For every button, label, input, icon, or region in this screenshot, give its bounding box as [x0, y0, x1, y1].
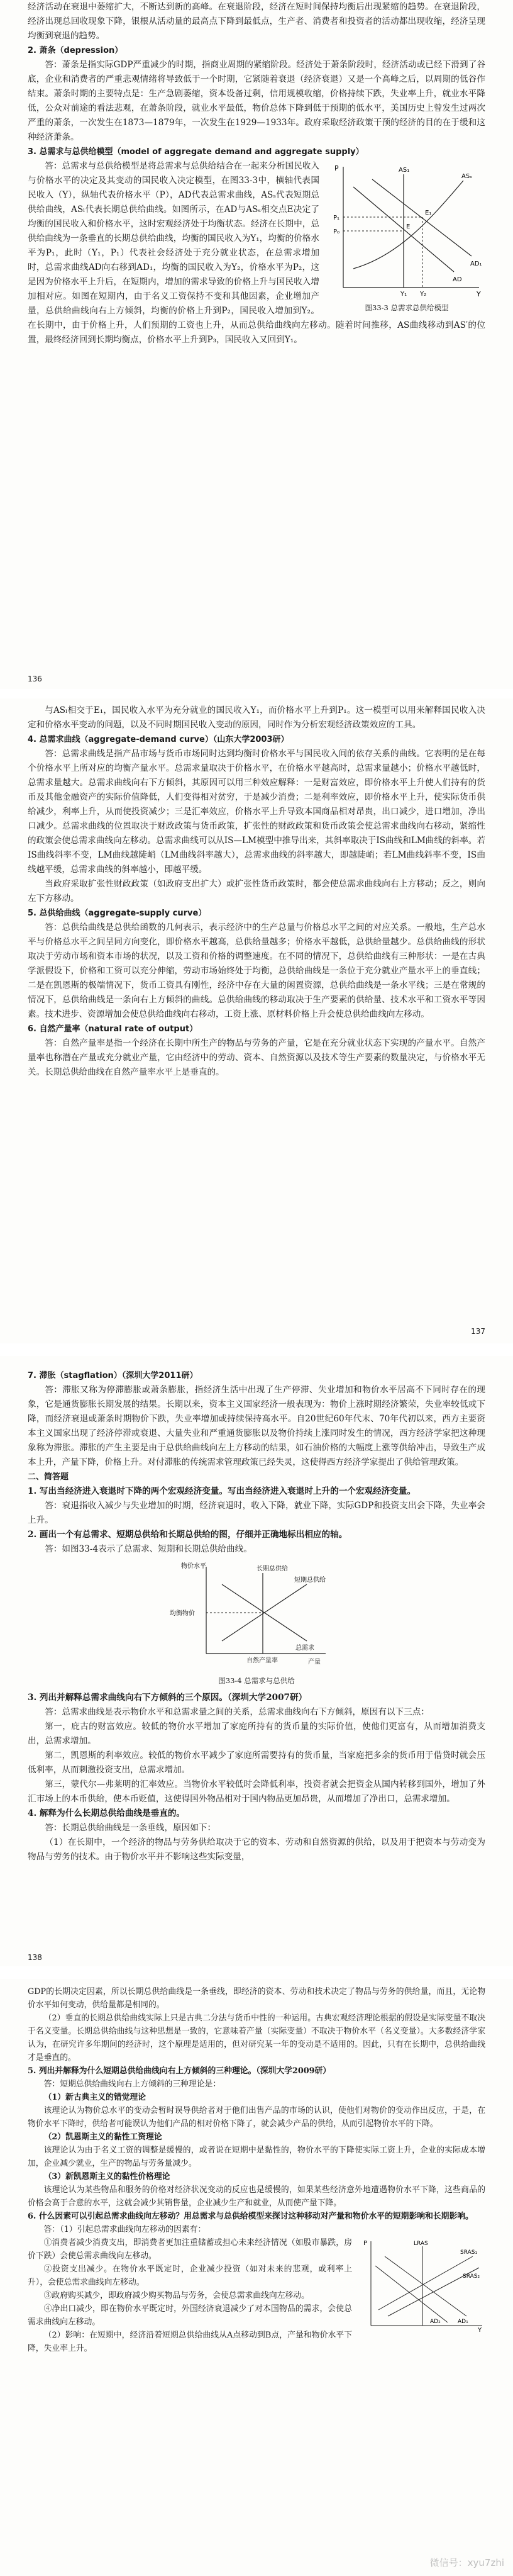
question: 3. 列出并解释总需求曲线向右下方倾斜的三个原因。（深圳大学2007研） [28, 1693, 307, 1703]
answer: （2）影响：在短期中，经济沿着短期总供给曲线从A点移动到B点，产量和物价水平下降，失业率上升。 [28, 2331, 352, 2353]
svg-text:AD₁: AD₁ [470, 260, 482, 267]
svg-text:AD: AD [453, 276, 462, 283]
figure-caption: 图33-3 总需求总供给模型 [365, 303, 449, 312]
ad-shift-chart [360, 2237, 485, 2332]
question: 2. 画出一个有总需求、短期总供给和长期总供给的图，仔细并正确地标出相应的轴。 [28, 1530, 348, 1540]
svg-text:Y: Y [478, 2327, 482, 2332]
y-axis-label: 物价水平 [181, 1563, 206, 1570]
answer: 答：短期总供给曲线向右上方倾斜的三种理论是： [43, 2080, 221, 2089]
lras-label: 长期总供给 [256, 1565, 288, 1572]
svg-text:E: E [406, 223, 411, 230]
svg-text:E₁: E₁ [425, 210, 432, 216]
answer: 第二，凯恩斯的利率效应。较低的物价水平减少了家庭所需要持有的货币量，当家庭把多余的货币用于借贷时就会压低利率，从而刺激投资支出，总需求增加。 [28, 1750, 485, 1775]
page-4 [0, 1979, 513, 2576]
answer: ①消费者减少消费支出，即消费者更加注重储蓄或担心未来经济情况（如股市暴跌，房价下跌）会使总需求曲线向左移动。 [28, 2238, 352, 2261]
ad-label: 总需求 [295, 1645, 314, 1652]
answer: ④净出口减少，即在物价水平既定时，外国经济衰退减少了对本国物品的需求，会使总需求曲线向左移动。 [28, 2304, 352, 2327]
page-number: 138 [28, 1953, 42, 1962]
paragraph: GDP的长期决定因素，所以长期总供给曲线是一条垂线，即经济的资本、劳动和技术决定了物品与劳务的供给量，而且，无论物价水平如何变动，供给量都是相同的。 [28, 1987, 485, 2010]
answer: 第一，庇古的财富效应。较低的物价水平增加了家庭所持有的货币量的实际价值，使他们更富有，从而增加消费支出，总需求增加。 [28, 1722, 485, 1746]
term-heading: 3. 总需求与总供给模型（model of aggregate demand and aggregate supply） [28, 147, 364, 157]
paragraph: 答：滞胀又称为停滞膨胀或萧条膨胀，指经济生活中出现了生产停滞、失业增加和物价水平居高不下同时存在的现象，它是通货膨胀长期发展的结果。长期以来，资本主义国家经济一般表现为：物价上涨时期经济繁荣，失业率较低或下降，而经济衰退或萧条时期物价下跌，失业率增加或持续保持高水平。自20世纪60年代末、70年代初以来，西方主要资本主义国家出现了经济停滞或衰退、大量失业和严重通货膨胀以及物价持续上涨同时发生的情况，西方经济学家把这种现象称为滞胀。滞胀的产生主要是由于总供给曲线向左上方移动的结果，如石油价格的大幅度上涨等供给冲击，导致生产成本上升，产量下降，价格上升。对付滞胀的传统需求管理政策已经失灵，这使得西方经济学家提出了供给管理政策。 [28, 1385, 485, 1467]
svg-text:Y: Y [477, 290, 481, 298]
answer: 该理论认为由于名义工资的调整是缓慢的，或者说在短期中是黏性的，物价水平的下降使实际工资上升，企业的实际成本增加，企业减少就业，生产的物品与劳务量减少。 [28, 2146, 485, 2168]
svg-text:AD₁: AD₁ [458, 2319, 468, 2325]
answer: 答：总需求曲线是表示物价水平和总需求量之间的关系，总需求曲线向右下方倾斜，原因有以下三点： [45, 1707, 429, 1717]
theory-heading: （1）新古典主义的错觉理论 [43, 2093, 146, 2102]
svg-text:Y₂: Y₂ [420, 291, 427, 298]
figure-33-4 [28, 1559, 485, 1688]
figure-shift [360, 2237, 485, 2336]
sras-label: 短期总供给 [294, 1577, 326, 1584]
svg-text:AD₂: AD₂ [430, 2319, 441, 2325]
answer: ②投资支出减少。在物价水平既定时，企业减少投资（如对未来的悲观，或利率上升），会使总需求曲线向左移动。 [28, 2265, 352, 2287]
svg-text:P₀: P₀ [333, 228, 340, 235]
output-label: 自然产量率 [246, 1657, 278, 1664]
paragraph: 与ASₗ相交于E₁，国民收入水平为充分就业的国民收入Y₁，而价格水平上升到P₁。这一模型可以用来解释国民收入决定和价格水平变动的问题，以及不同时期国民收入变动的原因，同时作为分析宏观经济政策效应的工具。 [28, 705, 485, 730]
paragraph: （2）垂直的长期总供给曲线实际上只是古典二分法与货币中性的一种运用。古典宏观经济理论根据的假设是实际变量不取决于名义变量。长期总供给曲线与这种思想是一致的，它意味着产量（实际变量）不取决于物价水平（名义变量）。大多数经济学家认为，在研究许多年期间的经济时，这个原理是适用的，但对研究某一年的变动是不适用的。因此，只有在长期中，总供给曲线才是垂直的。 [28, 2013, 485, 2063]
svg-text:P₁: P₁ [333, 215, 340, 221]
answer: 答：如图33-4表示了总需求、短期和长期总供给曲线。 [45, 1544, 252, 1554]
section-heading: 二、简答题 [28, 1472, 69, 1482]
paragraph: 答：自然产量率是指一个经济在长期中所生产的物品与劳务的产量，它是在充分就业状态下实现的产量水平。自然产量率也称潜在产量或充分就业产量，它由经济中的劳动、资本、自然资源以及技术等生产要素的数量决定，与价格水平无关。长期总供给曲线在自然产量率水平上是垂直的。 [28, 1038, 485, 1077]
answer: 答：衰退指收入减少与失业增加的时期，经济衰退时，收入下降，就业下降，实际GDP和投资支出会下降，失业率会上升。 [28, 1501, 485, 1525]
question: 5. 列出并解释为什么短期总供给曲线向右上方倾斜的三种理论。（深圳大学2009研） [28, 2066, 331, 2076]
page-number: 136 [28, 675, 42, 683]
paragraph: 经济活动在衰退中萎缩扩大，不断达到新的高峰。在衰退阶段，经济在短时间保持均衡后出现紧缩的趋势。在衰退阶段，经济出现总回收现象下降，银根从活动量的最高点下降到最低点，生产者、消费者和投资者的活动都出现收缩，经济呈现均衡到衰退的趋势。 [28, 2, 485, 41]
svg-text:LRAS: LRAS [414, 2241, 428, 2247]
svg-text:P: P [363, 2240, 368, 2247]
price-label: 均衡物价 [170, 1610, 195, 1617]
term-heading: 4. 总需求曲线（aggregate-demand curve）（山东大学2003研） [28, 735, 289, 744]
answer: 第三，蒙代尔—弗莱明的汇率效应。当物价水平较低时会降低利率，投资者就会把资金从国内转移到国外，增加了外汇市场上的本币供给，使本币贬值，这使得国外物品相对于国内物品更加昂贵，从而增加了净出口，总需求增加。 [28, 1779, 485, 1804]
question: 4. 解释为什么长期总供给曲线是垂直的。 [28, 1808, 185, 1818]
paragraph: 答：萧条是指实际GDP严重减少的时期，指商业周期的紧缩阶段。经济处于萧条阶段时，经济活动或已经下滑到了谷底，企业和消费者的严重悲观情绪将导致低于一个时期，它紧随着衰退（经济衰退）又是一个高峰之后，以周期的低谷作结束。萧条时期的主要特点是：生产急剧萎缩，资本设备过剩，信用规模收缩，价格持续下跌，失业率上升，就业水平降低，公众对前途的看法悲观，在萧条阶段，就业水平最低，物价总体下降到低于预期的低水平，美国历史上曾发生过两次严重的萧条，一次发生在1873—1879年，一次发生在1929—1933年。政府采取经济政策干预的经济的目的在于缓和这种经济萧条。 [28, 60, 485, 142]
page-number: 137 [471, 1327, 485, 1336]
term-heading: 6. 自然产量率（natural rate of output） [28, 1024, 198, 1034]
answer: 答：长期总供给曲线是一条垂线，原因如下： [45, 1823, 216, 1833]
page-2 [0, 698, 513, 1343]
answer: 答：（1）引起总需求曲线向左移动的因素有： [43, 2225, 206, 2234]
answer: 该理论认为物价总水平的变动会暂时误导供给者对于他们出售产品的市场的认识，使他们对物价的变动作出反应，于是，在物价水平下降时，供给者可能误认为他们产品的相对价格下降了，就会减少产品的供给，从而引起物价水平的下降。 [28, 2106, 485, 2129]
term-heading: 5. 总供给曲线（aggregate-supply curve） [28, 909, 207, 918]
paragraph: 当政府采取扩张性财政政策（如政府支出扩大）或扩张性货币政策时，都会使总需求曲线向右上方移动；反之，则向左下方移动。 [28, 879, 485, 904]
term-heading: 2. 萧条（depression） [28, 46, 123, 55]
answer: ③政府购买减少，即政府减少购买物品与劳务，会使总需求曲线向左移动。 [43, 2291, 309, 2300]
answer: （1）在长期中，一个经济的物品与劳务供给取决于它的资本、劳动和自然资源的供给，以及用于把资本与劳动变为物品与劳务的技术。由于物价水平并不影响这些实际变量， [28, 1837, 485, 1862]
ad-as-chart [328, 162, 485, 300]
theory-heading: （3）新凯恩斯主义的黏性价格理论 [43, 2172, 170, 2181]
ad-sras-lras-chart [162, 1559, 351, 1666]
question: 6. 什么因素可以引起总需求曲线向左移动？用总需求与总供给模型来探讨这种移动对产量和物价水平的短期影响和长期影响。 [28, 2212, 473, 2221]
svg-text:ASₛ: ASₛ [461, 173, 472, 180]
term-heading: 7. 滞胀（stagflation）（深圳大学2011研） [28, 1371, 198, 1380]
svg-text:SRAS₂: SRAS₂ [463, 2273, 480, 2280]
figure-caption: 图33-4 总需求与总供给 [218, 1676, 295, 1685]
paragraph: 答：总需求曲线是指产品市场与货币市场同时达到均衡时价格水平与国民收入间的依存关系的曲线。它表明的是在每个价格水平上所对应的均衡产量水平。总需求量取决于价格水平，在价格水平越高时，总需求量越小；价格水平越低时，总需求量越大。总需求曲线向右下方倾斜，其原因可以用三种效应解释：一是财富效应，即价格水平上升使人们持有的货币及其他金融资产的实际价值降低，人们变得相对贫穷，于是减少消费；二是利率效应，即价格水平上升，使实际货币供给减少，利率上升，从而使投资减少；三是汇率效应，价格水平上升导致本国商品相对昂贵，出口减少，进口增加，净出口减少。总需求曲线的位置取决于财政政策与货币政策，扩张性的财政政策和货币政策会使总需求曲线向右移动，紧缩性的政策会使总需求曲线向左移动。总需求曲线可以从IS—LM模型中推导出来，其斜率取决于IS曲线和LM曲线的斜率。若IS曲线斜率不变，LM曲线越陡峭（LM曲线斜率越大），总需求曲线的斜率越大，即越陡峭；若LM曲线斜率不变，IS曲线越平缓，总需求曲线的斜率越小，即越平缓。 [28, 749, 485, 875]
svg-text:Y₁: Y₁ [400, 291, 407, 298]
x-axis-label: 产量 [308, 1659, 321, 1666]
question: 1. 写出当经济进入衰退时下降的两个宏观经济变量。写出当经济进入衰退时上升的一个宏观经济变量。 [28, 1486, 416, 1496]
theory-heading: （2）凯恩斯主义的黏性工资理论 [43, 2132, 162, 2142]
answer: 该理论认为某些物品和服务的价格对经济状况变动的反应也是缓慢的，如果某些经济意外地遭遇物价水平下降，这些商品的价格会高于合意的水平，这就会减少其销售量，企业减少生产和就业，从而使产量下降。 [28, 2185, 485, 2208]
svg-text:SRAS₁: SRAS₁ [460, 2249, 478, 2256]
svg-text:AS₁: AS₁ [399, 167, 410, 174]
paragraph: 答：总供给曲线是总供给函数的几何表示，表示经济中的生产总量与价格总水平之间的对应关系。一般地，生产总水平与价格总水平之间呈同方向变化，即价格水平越高，总供给量越多；价格水平越低，总供给量越少。总供给曲线的形状取决于劳动市场和资本市场的状况，以及工资和价格的调整速度。在不同的情况下，总供给曲线有三种形状：一是在古典学派假设下，价格和工资可以充分伸缩，劳动市场始终处于均衡，总供给曲线是一条位于充分就业产量水平上的垂直线；二是在凯恩斯的极端情况下，货币工资具有刚性，经济中存在大量的闲置资源，总供给曲线是一条水平线；三是在常规的情况下，总供给曲线是一条向右上方倾斜的曲线。总供给曲线的移动取决于生产要素的供给量、技术水平和工资水平等因素。技术进步、资源增加会使总供给曲线向右移动，工资上涨、原材料价格上升会使总供给曲线向左移动。 [28, 922, 485, 1019]
page-3 [0, 1356, 513, 1966]
svg-text:P: P [334, 164, 339, 172]
watermark: 微信号：xyu7zhi [429, 2557, 504, 2568]
figure-33-3 [328, 162, 485, 313]
paragraph: 答：总需求与总供给模型是将总需求与总供给结合在一起来分析国民收入与价格水平的决定及其变动的国民收入决定模型，在图33-3中，横轴代表国民收入（Y），纵轴代表价格水平（P），AD代表总需求曲线，ASₛ代表短期总供给曲线，ASₗ代表长期总供给曲线。如图所示，在AD与ASₛ相交点E决定了均衡的国民收入和价格水平，这时宏观经济处于均衡状态。经济在长期中，总供给曲线为一条垂直的长期总供给曲线，均衡的国民收入为Y₁，均衡的价格水平为P₁，此时（Y₁，P₁）代表社会经济处于充分就业状态，在总需求增加时，总需求曲线AD向右移到AD₁，均衡的国民收入为Y₂，价格水平为P₂，这是因为价格水平上升后，在短期内，增加的需求导致的价格上升与国民收入增加相对应。如图在短期内，由于名义工资保持不变和其他因素，企业增加产量，总供给曲线向右上方倾斜，均衡的价格上升到P₂，国民收入增加到Y₂。在长期中，由于价格上升，人们预期的工资也上升，从而总供给曲线向左移动。随着时间推移，AS曲线移动到AS′的位置，最终经济回到长期均衡点，价格水平上升到P₃，国民收入又回到Y₁。 [28, 161, 485, 345]
page-1 [0, 0, 513, 689]
